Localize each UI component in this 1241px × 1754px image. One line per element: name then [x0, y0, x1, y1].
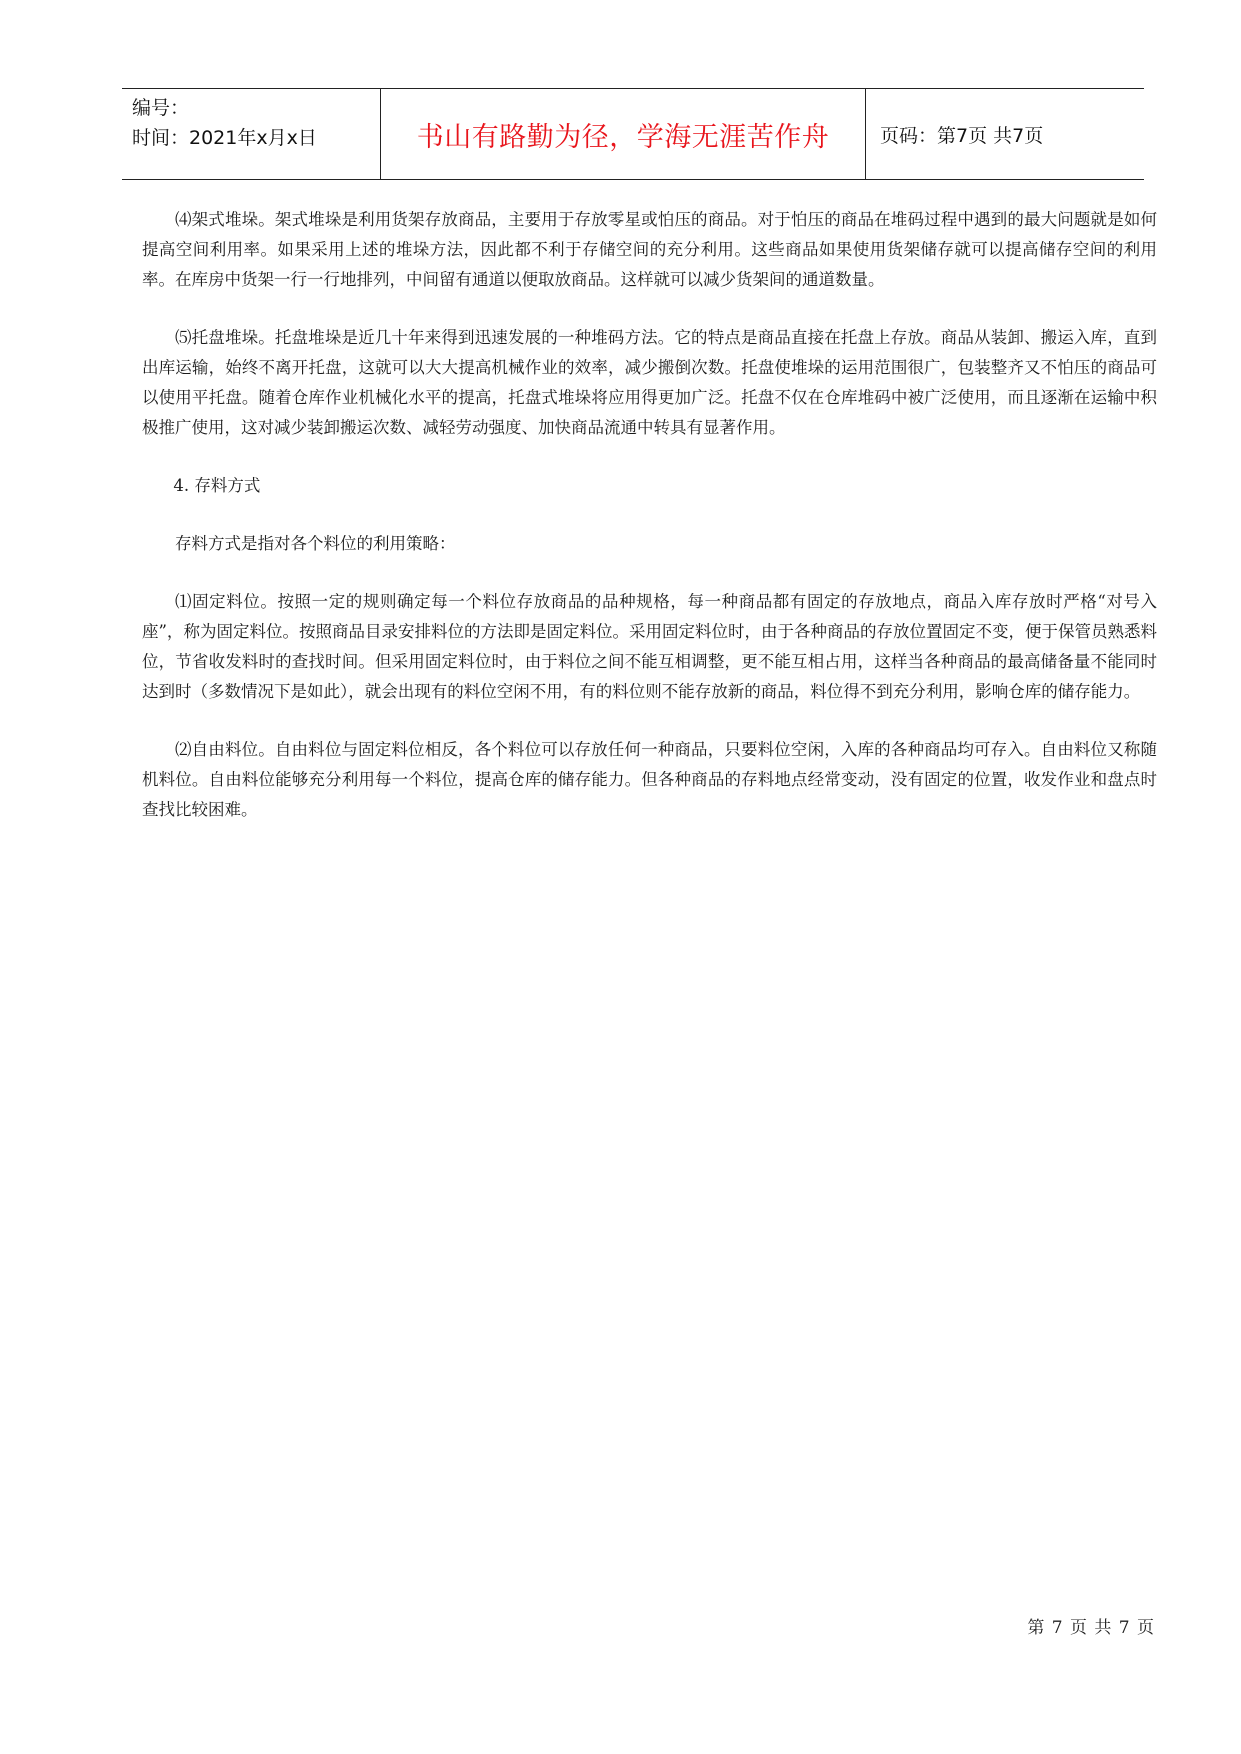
time-label: 时间：2021年x月x日 — [132, 127, 317, 149]
number-label: 编号： — [132, 97, 190, 119]
page-footer: 第 7 页 共 7 页 — [1027, 1618, 1155, 1638]
paragraph-fixed-location: ⑴固定料位。按照一定的规则确定每一个料位存放商品的品种规格，每一种商品都有固定的存放地点，商品入库存放时严格“对号入座”，称为固定料位。按照商品目录安排料位的方法即是固定料位。采用固定料位时，由于各种商品的存放位置固定不变，便于保管员熟悉料位，节省收发料时的查找时间。但采用固定料位时，由于料位之间不能互相调整，更不能互相占用，这样当各种商品的最高储备量不能同时达到时（多数情况下是如此），就会出现有的料位空闲不用，有的料位则不能存放新的商品，料位得不到充分利用，影响仓库的储存能力。 — [142, 592, 1157, 701]
document-body — [142, 205, 1157, 853]
paragraph-pallet-stacking: ⑸托盘堆垛。托盘堆垛是近几十年来得到迅速发展的一种堆码方法。它的特点是商品直接在托盘上存放。商品从装卸、搬运入库，直到出库运输，始终不离开托盘，这就可以大大提高机械作业的效率，减少搬倒次数。托盘使堆垛的运用范围很广，包装整齐又不怕压的商品可以使用平托盘。随着仓库作业机械化水平的提高，托盘式堆垛将应用得更加广泛。托盘不仅在仓库堆码中被广泛使用，而且逐渐在运输中积极推广使用，这对减少装卸搬运次数、减轻劳动强度、加快商品流通中转具有显著作用。 — [142, 328, 1157, 437]
header-motto: 书山有路勤为径，学海无涯苦作舟 — [381, 89, 866, 179]
paragraph-shelf-stacking: ⑷架式堆垛。架式堆垛是利用货架存放商品，主要用于存放零星或怕压的商品。对于怕压的商品在堆码过程中遇到的最大问题就是如何提高空间利用率。如果采用上述的堆垛方法，因此都不利于存储空间的充分利用。这些商品如果使用货架储存就可以提高储存空间的利用率。在库房中货架一行一行地排列，中间留有通道以便取放商品。这样就可以减少货架间的通道数量。 — [142, 210, 1157, 289]
header-page-label: 页码：第7页 共7页 — [880, 124, 1044, 147]
header-meta — [122, 89, 381, 179]
section-heading-storage-method: 4. 存料方式 — [173, 476, 261, 495]
document-header — [122, 88, 1144, 180]
paragraph-storage-intro: 存料方式是指对各个料位的利用策略： — [175, 534, 456, 553]
paragraph-free-location: ⑵自由料位。自由料位与固定料位相反，各个料位可以存放任何一种商品，只要料位空闲，入库的各种商品均可存入。自由料位又称随机料位。自由料位能够充分利用每一个料位，提高仓库的储存能力。但各种商品的存料地点经常变动，没有固定的位置，收发作业和盘点时查找比较困难。 — [142, 740, 1157, 819]
